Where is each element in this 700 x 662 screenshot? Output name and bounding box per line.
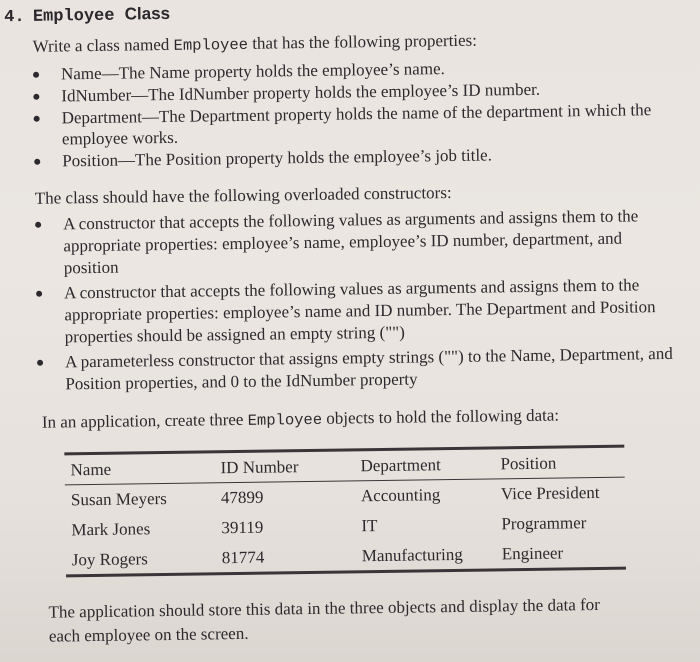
constructor-text: A constructor that accepts the following values as arguments and assigns them to the appropriate properties: employee’s name, employee’s ID number, department, and position <box>62 206 639 278</box>
exercise-title-code: Employee <box>32 6 115 27</box>
exercise-number: 4. <box>4 7 25 28</box>
closing-line-1: The application should store this data in the three objects and display the data for <box>48 594 601 622</box>
constructors-list <box>33 205 675 396</box>
properties-list <box>31 55 672 172</box>
exercise-heading <box>4 4 170 27</box>
cell-position: Engineer <box>501 543 564 564</box>
cell-department: IT <box>361 516 378 536</box>
bullet-icon <box>36 291 42 297</box>
constructor-item <box>35 343 676 396</box>
exercise-title <box>32 3 171 27</box>
column-header-department: Department <box>360 455 441 476</box>
constructor-text: A constructor that accepts the following values as arguments and assigns them to the appropriate properties: employee’s name and ID number. The Department and Position properties should be assigned an empty string ("") <box>63 275 656 347</box>
bullet-icon <box>37 360 43 366</box>
property-text: Department—The Department property holds the name of the department in which the employee works. <box>61 100 652 149</box>
intro-paragraph <box>33 30 478 59</box>
cell-name: Susan Meyers <box>70 488 167 510</box>
cell-department: Manufacturing <box>361 544 463 566</box>
cell-id-number: 47899 <box>220 487 264 508</box>
cell-name: Mark Jones <box>71 519 151 540</box>
cell-position: Vice President <box>500 482 600 504</box>
constructor-item <box>33 205 674 280</box>
column-header-position: Position <box>500 453 557 474</box>
bullet-icon <box>34 116 40 122</box>
constructor-item <box>34 274 675 349</box>
employee-data-table <box>70 448 632 576</box>
property-text: IdNumber—The IdNumber property holds the employee’s ID number. <box>61 79 541 106</box>
application-code: Employee <box>247 410 323 430</box>
application-text-before: In an application, create three <box>41 409 248 432</box>
intro-text-after: that has the following properties: <box>247 30 478 53</box>
intro-text-before: Write a class named <box>32 34 174 56</box>
bullet-icon <box>35 222 41 228</box>
closing-line-2: each employee on the screen. <box>48 623 249 646</box>
application-text-after: objects to hold the following data: <box>321 405 560 428</box>
cell-id-number: 81774 <box>221 547 265 568</box>
column-header-id-number: ID Number <box>220 457 299 478</box>
column-header-name: Name <box>70 459 112 480</box>
bullet-icon <box>33 72 39 78</box>
property-text: Name—The Name property holds the employee’s name. <box>60 59 445 84</box>
bullet-icon <box>34 159 40 165</box>
cell-name: Joy Rogers <box>71 549 148 570</box>
cell-department: Accounting <box>360 485 441 506</box>
constructors-intro: The class should have the following overloaded constructors: <box>34 182 452 208</box>
constructor-text: A parameterless constructor that assigns empty strings ("") to the Name, Department, and Position properties, and 0 to the IdNumber property <box>64 343 673 394</box>
intro-code: Employee <box>173 35 249 55</box>
property-item <box>32 99 673 150</box>
cell-position: Programmer <box>501 513 587 534</box>
application-paragraph <box>42 405 559 435</box>
exercise-title-word: Class <box>124 3 171 24</box>
bullet-icon <box>33 94 39 100</box>
property-text: Position—The Position property holds the employee’s job title. <box>62 145 493 171</box>
cell-id-number: 39119 <box>221 517 264 538</box>
